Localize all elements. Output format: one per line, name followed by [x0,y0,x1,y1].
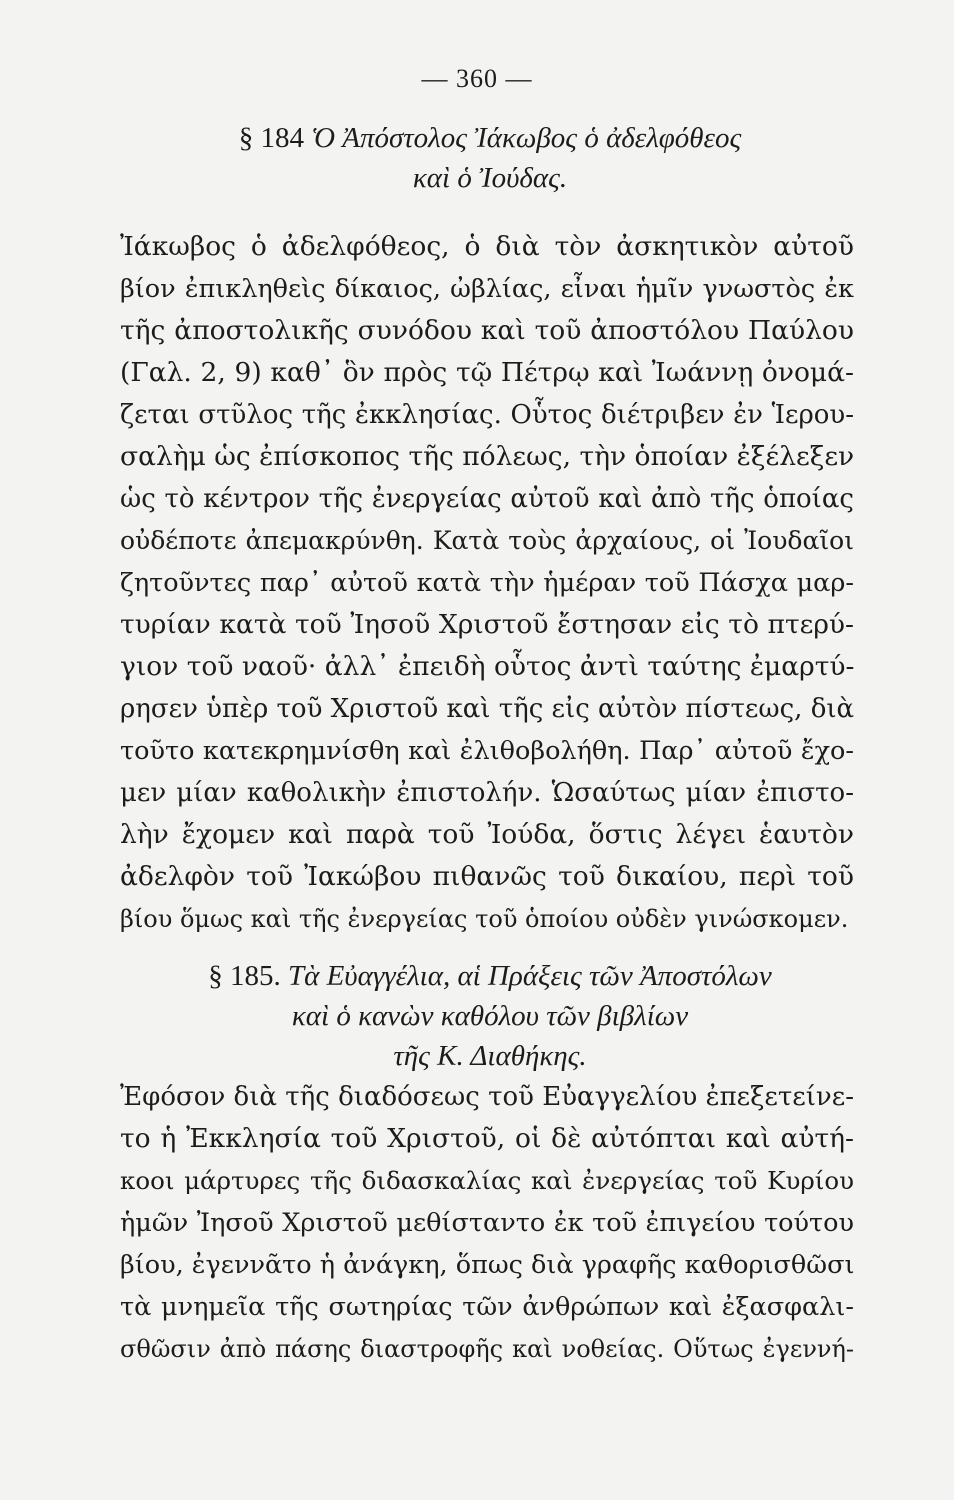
text-line: τὰ μνημεῖα τῆς σωτηρίας τῶν ἀνθρώπων καὶ ἐξασφαλι- [120,1292,854,1322]
text-line: το ἡ Ἐκκλησία τοῦ Χριστοῦ, οἱ δὲ αὐτόπται καὶ αὐτή- [120,1123,854,1154]
text-line: ἀδελφὸν τοῦ Ἰακώβου πιθανῶς τοῦ δικαίου, περὶ τοῦ [120,861,854,892]
text-line: κοοι μάρτυρες τῆς διδασκαλίας καὶ ἐνεργείας τοῦ Κυρίου [120,1166,854,1195]
section-185-heading [120,956,860,1076]
text-line: σθῶσιν ἀπὸ πάσης διαστροφῆς καὶ νοθείας. Οὕτως ἐγεννή- [120,1335,854,1363]
text-line: βίου ὅμως καὶ τῆς ἐνεργείας τοῦ ὁποίου οὐδὲν γινώσκομεν. [120,905,849,933]
text-line: οὐδέποτε ἀπεμακρύνθη. Κατὰ τοὺς ἀρχαίους, οἱ Ἰουδαῖοι [120,526,854,555]
paragraph-185 [120,1076,854,1370]
text-line: ζητοῦντες παρ᾽ αὐτοῦ κατὰ τὴν ἡμέραν τοῦ Πάσχα μαρ- [120,568,854,598]
text-line: μεν μίαν καθολικὴν ἐπιστολήν. Ὡσαύτως μίαν ἐπιστο- [120,778,854,808]
text-line: τυρίαν κατὰ τοῦ Ἰησοῦ Χριστοῦ ἔστησαν εἰς τὸ πτερύ- [120,609,854,640]
text-line: (Γαλ. 2, 9) καθ᾽ ὃν πρὸς τῷ Πέτρῳ καὶ Ἰωάννῃ ὀνομά- [120,357,854,388]
text-line: τῆς ἀποστολικῆς συνόδου καὶ τοῦ ἀποστόλου Παύλου [120,315,854,346]
paragraph-184 [120,226,854,940]
section-185-title: Τὰ Εὐαγγέλια, αἱ Πράξεις τῶν Ἀποστόλων [287,960,772,992]
section-185-title-line-3: τῆς Κ. Διαθήκης. [393,1040,587,1072]
text-line: ρησεν ὑπὲρ τοῦ Χριστοῦ καὶ τῆς εἰς αὐτὸν πίστεως, διὰ [120,694,855,724]
section-185-title-line-2: καὶ ὁ κανὼν καθόλου τῶν βιβλίων [291,1000,689,1032]
text-line: λὴν ἔχομεν καὶ παρὰ τοῦ Ἰούδα, ὅστις λέγει ἑαυτὸν [120,819,854,850]
text-line: βίον ἐπικληθεὶς δίκαιος, ὠβλίας, εἶναι ἡμῖν γνωστὸς ἐκ [120,274,854,304]
section-184-title-line-2: καὶ ὁ Ἰούδας. [412,162,568,194]
section-184-number: § 184 [238,122,304,154]
text-line: σαλὴμ ὡς ἐπίσκοπος τῆς πόλεως, τὴν ὁποίαν ἐξέλεξεν [120,441,855,472]
section-185-title-line-1 [120,956,860,996]
section-184-heading [120,118,860,198]
section-185-number: § 185. [208,960,281,992]
section-184-title: Ὁ Ἀπόστολος Ἰάκωβος ὁ ἀδελφόθεος [311,122,742,154]
text-line: Ἰάκωβος ὁ ἀδελφόθεος, ὁ διὰ τὸν ἀσκητικὸν αὐτοῦ [120,231,854,262]
text-line: βίου, ἐγεννᾶτο ἡ ἀνάγκη, ὅπως διὰ γραφῆς καθορισθῶσι [120,1250,855,1280]
page-number: — 360 — [421,64,533,93]
text-line: τοῦτο κατεκρημνίσθη καὶ ἐλιθοβολήθη. Παρ᾽ αὐτοῦ ἔχο- [120,736,854,766]
text-line: ὡς τὸ κέντρον τῆς ἐνεργείας αὐτοῦ καὶ ἀπὸ τῆς ὁποίας [120,484,854,514]
text-line: Ἐφόσον διὰ τῆς διαδόσεως τοῦ Εὐαγγελίου ἐπεξετείνε- [120,1082,854,1112]
text-line: ζεται στῦλος τῆς ἐκκλησίας. Οὗτος διέτριβεν ἐν Ἱερου- [120,400,854,430]
text-line: ἡμῶν Ἰησοῦ Χριστοῦ μεθίσταντο ἐκ τοῦ ἐπιγείου τούτου [120,1208,854,1238]
text-line: γιον τοῦ ναοῦ· ἀλλ᾽ ἐπειδὴ οὗτος ἀντὶ ταύτης ἐμαρτύ- [120,651,855,682]
section-184-title-line-1 [120,118,860,158]
